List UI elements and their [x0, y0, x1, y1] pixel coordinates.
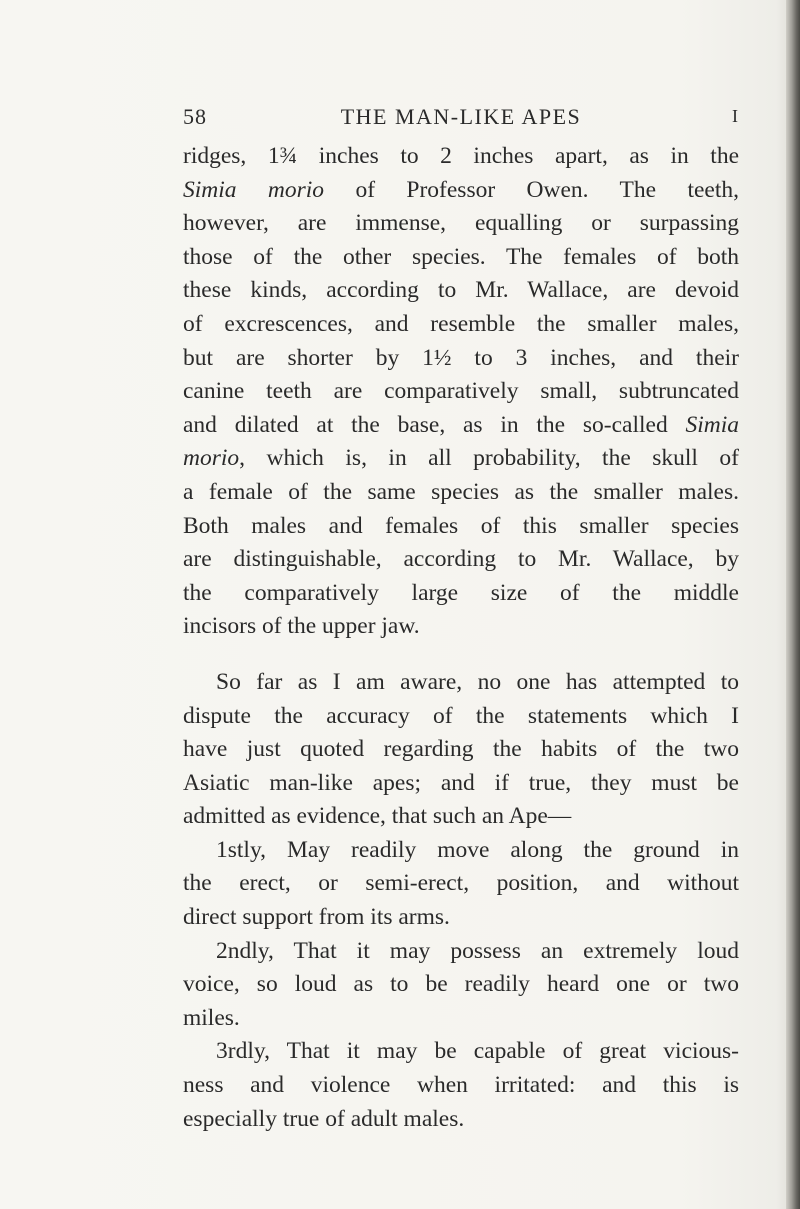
text-line: So far as I am aware, no one has attempted to: [216, 668, 739, 695]
text-line: direct support from its arms.: [183, 904, 450, 931]
page-number: 58: [183, 104, 207, 129]
paragraph-gap: [183, 644, 739, 666]
text-line: but are shorter by 1½ to 3 inches, and their: [183, 344, 739, 371]
text-line: ness and violence when irritated: and this is: [183, 1072, 739, 1099]
text-line: [183, 174, 739, 208]
text-line: have just quoted regarding the habits of the two: [183, 736, 739, 763]
text-line: voice, so loud as to be readily heard one or two: [183, 971, 739, 998]
list-item-3: [183, 1035, 739, 1136]
italic-species-name: Simia morio: [183, 176, 325, 203]
list-item-2: [183, 935, 739, 1036]
text-line: dispute the accuracy of the statements which I: [183, 702, 739, 729]
text-fragment: of Professor Owen. The teeth,: [324, 176, 739, 203]
text-line: 2ndly, That it may possess an extremely loud: [216, 937, 739, 964]
text-line: 3rdly, That it may be capable of great vicious-: [216, 1038, 739, 1065]
text-line: [183, 409, 739, 443]
text-line: admitted as evidence, that such an Ape—: [183, 803, 572, 830]
page-header: [183, 104, 739, 134]
text-line: 1stly, May readily move along the ground in: [216, 836, 739, 863]
text-fragment: , which is, in all probability, the skull of: [239, 445, 739, 472]
text-line: the comparatively large size of the middle: [183, 579, 739, 606]
page-edge-shadow: [786, 0, 800, 1209]
text-line: Asiatic man-like apes; and if true, they must be: [183, 769, 739, 796]
italic-species-name: Simia: [685, 411, 739, 438]
text-line: [183, 442, 739, 476]
text-line: of excrescences, and resemble the smaller males,: [183, 310, 739, 337]
list-item-1: [183, 834, 739, 935]
text-line: those of the other species. The females of both: [183, 243, 739, 270]
section-mark: I: [732, 106, 739, 126]
text-line: are distinguishable, according to Mr. Wallace, by: [183, 546, 739, 573]
text-fragment: and dilated at the base, as in the so-called: [183, 411, 686, 438]
text-line: ridges, 1¾ inches to 2 inches apart, as in the: [183, 143, 739, 169]
text-line: however, are immense, equalling or surpassing: [183, 210, 739, 237]
paragraph-2: [183, 666, 739, 834]
running-title: THE MAN-LIKE APES: [340, 104, 582, 129]
text-line: the erect, or semi-erect, position, and without: [183, 870, 739, 897]
body-text: [183, 140, 739, 1136]
text-line: miles.: [183, 1004, 240, 1031]
text-line: especially true of adult males.: [183, 1105, 465, 1132]
text-line: incisors of the upper jaw.: [183, 613, 420, 640]
text-line: Both males and females of this smaller species: [183, 512, 739, 539]
text-line: these kinds, according to Mr. Wallace, are devoid: [183, 277, 739, 304]
text-line: a female of the same species as the smaller males.: [183, 478, 739, 505]
italic-species-name: morio: [183, 445, 240, 472]
text-line: canine teeth are comparatively small, subtruncated: [183, 378, 739, 405]
paragraph-1: [183, 140, 739, 644]
